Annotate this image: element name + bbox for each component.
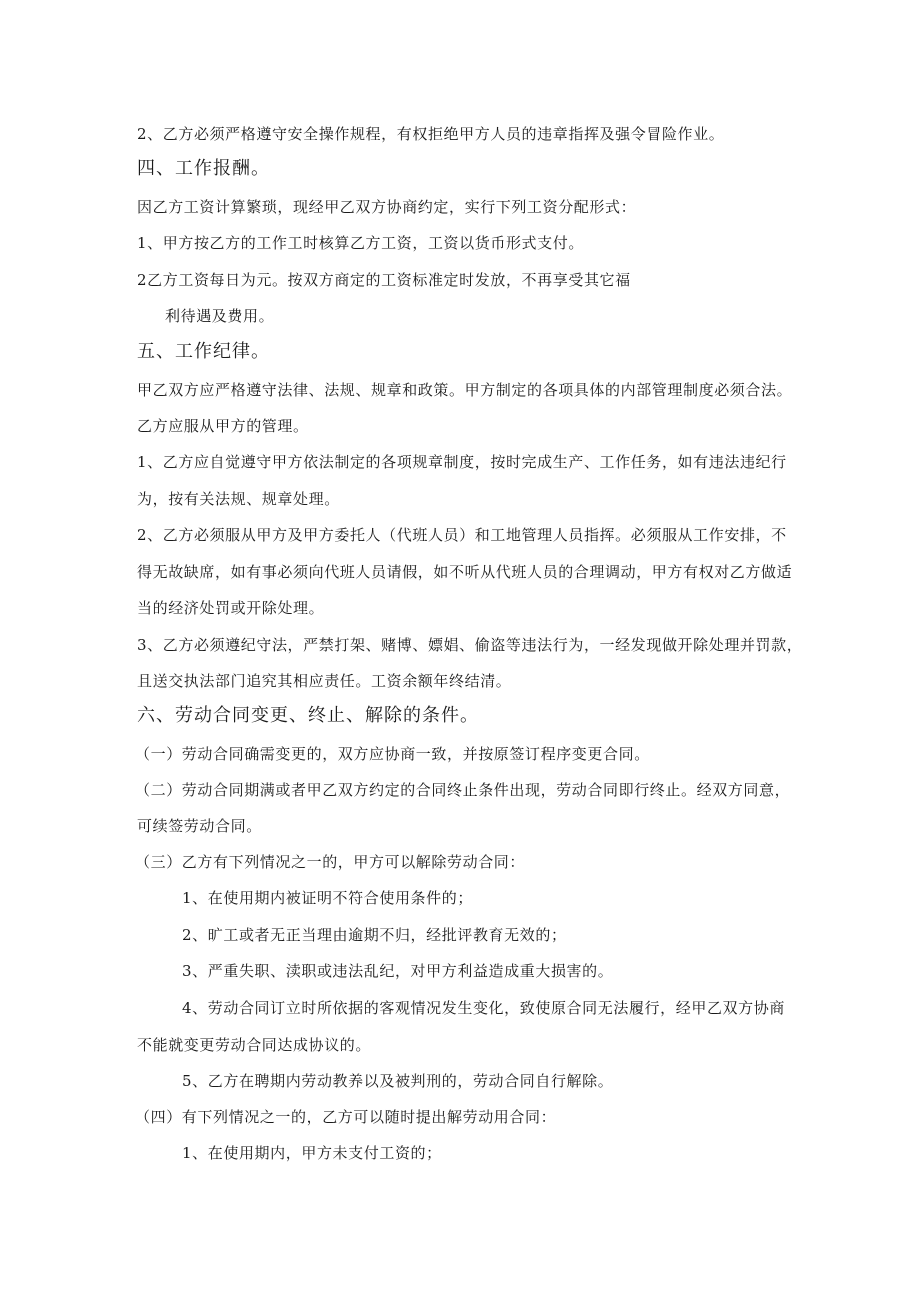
text-line: 乙方应服从甲方的管理。 [137,417,309,435]
section-heading: 六、劳动合同变更、终止、解除的条件。 [137,705,479,726]
list-item: 1、在使用期内，甲方未支付工资的； [182,1144,442,1162]
list-item: 5、乙方在聘期内劳动教养以及被判刑的，劳动合同自行解除。 [182,1072,614,1090]
text-line: 因乙方工资计算繁琐，现经甲乙双方协商约定，实行下列工资分配形式： [137,198,637,216]
list-item: 2、旷工或者无正当理由逾期不归，经批评教育无效的； [182,926,567,944]
section-heading: 四、工作报酬。 [137,158,270,179]
section-heading: 五、工作纪律。 [137,341,270,362]
text-line: 2、乙方必须服从甲方及甲方委托人（代班人员）和工地管理人员指挥。必须服从工作安排，不 [137,526,787,544]
text-line: 1、乙方应自觉遵守甲方依法制定的各项规章制度，按时完成生产、工作任务，如有违法违纪行 [137,453,787,471]
text-line: （三）乙方有下列情况之一的，甲方可以解除劳动合同： [135,853,526,871]
text-line: 1、甲方按乙方的工作工时核算乙方工资，工资以货币形式支付。 [137,234,584,252]
list-item: 4、劳动合同订立时所依据的客观情况发生变化，致使原合同无法履行，经甲乙双方协商 [182,999,785,1017]
list-item: 1、在使用期内被证明不符合使用条件的； [182,889,473,907]
text-line: 甲乙双方应严格遵守法律、法规、规章和政策。甲方制定的各项具体的内部管理制度必须合法。 [137,381,793,399]
text-line: 为，按有关法规、规章处理。 [137,490,340,508]
text-line: 3、乙方必须遵纪守法，严禁打架、赌博、嫖娼、偷盗等违法行为，一经发现做开除处理并罚款， [137,636,803,654]
text-line: 利待遇及费用。 [165,307,275,325]
text-line: 当的经济处罚或开除处理。 [137,599,325,617]
text-line: 2乙方工资每日为元。按双方商定的工资标准定时发放，不再享受其它福 [137,271,631,289]
text-line: 可续签劳动合同。 [137,817,262,835]
text-line: （四）有下列情况之一的，乙方可以随时提出解劳动用合同： [135,1108,557,1126]
list-item: 3、严重失职、渎职或违法乱纪，对甲方利益造成重大损害的。 [182,962,614,980]
text-line: 得无故缺席，如有事必须向代班人员请假，如不听从代班人员的合理调动，甲方有权对乙方做适 [137,563,793,581]
text-line: 2、乙方必须严格遵守安全操作规程，有权拒绝甲方人员的违章指挥及强令冒险作业。 [137,125,725,143]
text-line: 且送交执法部门追究其相应责任。工资余额年终结清。 [137,672,512,690]
text-line: （一）劳动合同确需变更的，双方应协商一致，并按原签订程序变更合同。 [135,745,650,763]
text-line: （二）劳动合同期满或者甲乙双方约定的合同终止条件出现，劳动合同即行终止。经双方同意， [135,781,791,799]
text-line: 不能就变更劳动合同达成协议的。 [137,1036,372,1054]
